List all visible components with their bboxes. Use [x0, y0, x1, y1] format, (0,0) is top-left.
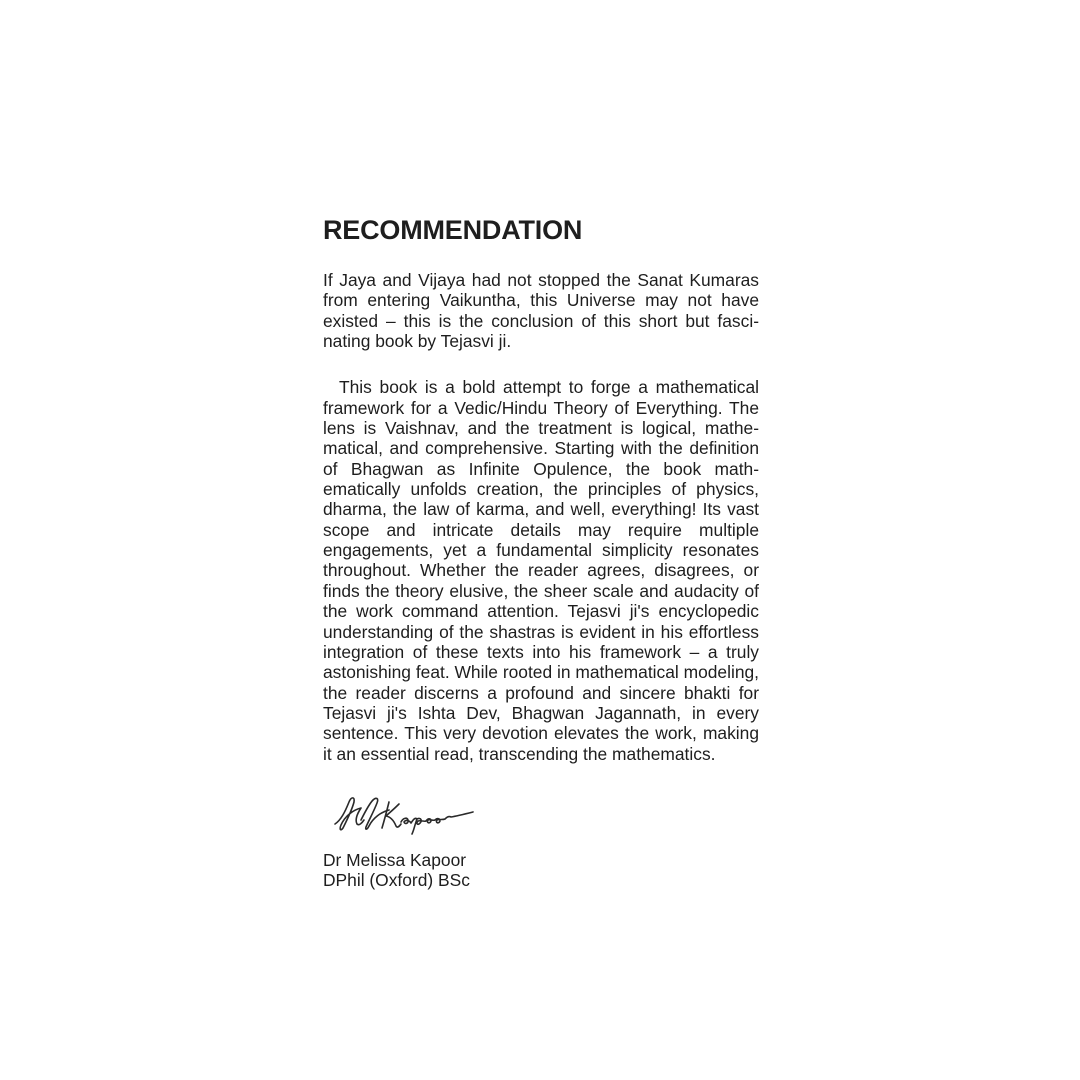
- signature-image: [331, 790, 491, 836]
- paragraph-intro: If Jaya and Vijaya had not stopped the Sanat Kumaras from entering Vaikuntha, this Universe may not have existed – this is the conclusion of this short but fascinating book by Tejasvi ji.: [323, 270, 759, 352]
- author-credentials: DPhil (Oxford) BSc: [323, 870, 470, 891]
- paragraph-body: This book is a bold attempt to forge a mathematical framework for a Vedic/Hindu Theory of Everything. The lens is Vaishnav, and the treatment is logical, mathematical, and comprehensive. Starting with the definition of Bhagwan as Infinite Opulence, the book mathematically unfolds creation, the principles of physics, dharma, the law of karma, and well, everything! Its vast scope and intricate details may require multiple engagements, yet a fundamental simplicity resonates throughout. Whether the reader agrees, disagrees, or finds the theory elusive, the sheer scale and audacity of the work command attention. Tejasvi ji's encyclopedic understanding of the shastras is evident in his effortless integration of these texts into his framework – a truly astonishing feat. While rooted in mathematical modeling, the reader discerns a profound and sincere bhakti for Tejasvi ji's Ishta Dev, Bhagwan Jagannath, in every sentence. This very devotion elevates the work, making it an essential read, transcending the mathematics.: [323, 377, 759, 764]
- document-page: [323, 213, 759, 891]
- author-block: [323, 850, 759, 891]
- page-title: RECOMMENDATION: [323, 215, 583, 245]
- author-name: Dr Melissa Kapoor: [323, 849, 467, 870]
